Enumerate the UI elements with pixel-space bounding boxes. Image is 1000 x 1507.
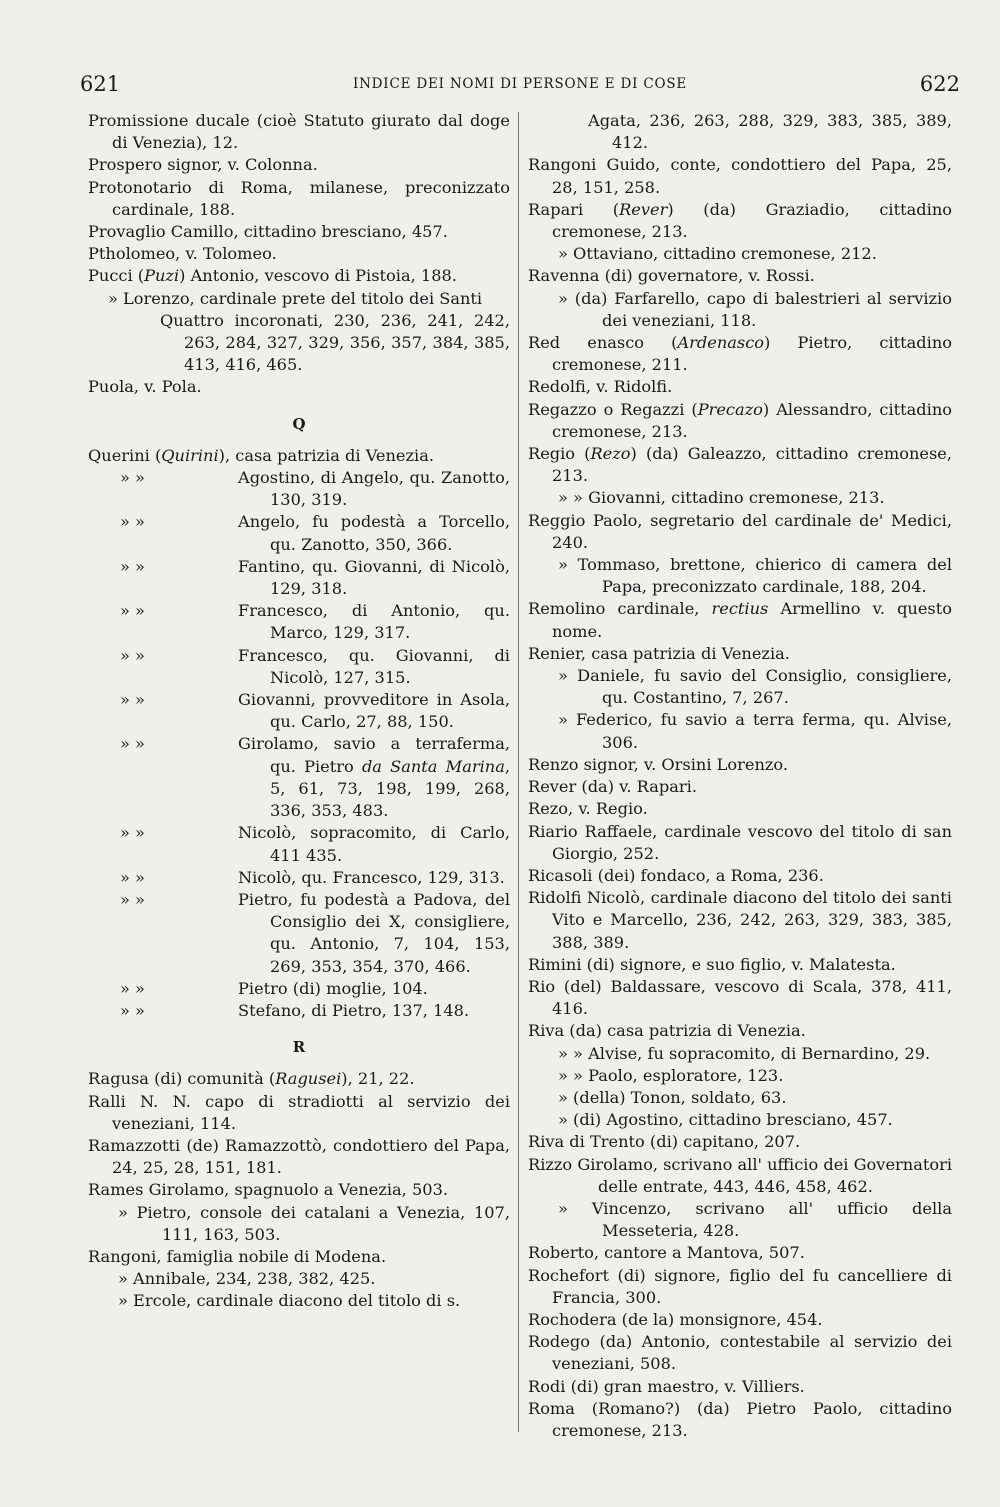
index-subentry: » » Nicolò, qu. Francesco, 129, 313. [120, 867, 505, 887]
index-entry: Ridolfi Nicolò, cardinale diacono del titolo dei santi Vito e Marcello, 236, 242, 263, 329, 383, 385, 388, 389. [528, 888, 952, 952]
left-column [88, 110, 510, 1313]
index-subentry: » Ercole, cardinale diacono del titolo di s. [118, 1291, 461, 1311]
index-entry: Rangoni, famiglia nobile di Modena. [88, 1246, 387, 1266]
index-entry: Puola, v. Pola. [88, 377, 202, 397]
index-subentry: » Ottaviano, cittadino cremonese, 212. [558, 244, 877, 264]
index-entry: Rochefort (di) signore, figlio del fu cancelliere di Francia, 300. [528, 1265, 952, 1307]
index-entry: Roberto, cantore a Mantova, 507. [528, 1243, 805, 1263]
index-entry: Rezo, v. Regio. [528, 799, 648, 819]
page-number-right: 622 [919, 72, 960, 96]
index-entry: Ravenna (di) governatore, v. Rossi. [528, 266, 815, 286]
index-entry: Rames Girolamo, spagnuolo a Venezia, 503. [88, 1180, 449, 1200]
index-subentry: » » Pietro (di) moglie, 104. [120, 978, 428, 998]
index-subentry: » » Fantino, qu. Giovanni, di Nicolò, 129, 318. [120, 556, 510, 599]
index-entry: Rangoni Guido, conte, condottiero del Papa, 25, 28, 151, 258. [528, 155, 952, 197]
index-subentry: » Federico, fu savio a terra ferma, qu. Alvise, 306. [558, 710, 952, 752]
index-entry: Riva di Trento (di) capitano, 207. [528, 1132, 801, 1152]
page-number-left: 621 [80, 72, 121, 96]
index-entry: Remolino cardinale, rectius Armellino v. questo nome. [528, 599, 952, 641]
index-subentry: » Daniele, fu savio del Consiglio, consigliere, qu. Costantino, 7, 267. [558, 666, 952, 708]
index-entry: Rapari (Rever) (da) Graziadio, cittadino cremonese, 213. [528, 199, 952, 242]
index-subentry: » Tommaso, brettone, chierico di camera del Papa, preconizzato cardinale, 188, 204. [558, 555, 952, 597]
index-subentry: » Pietro, console dei catalani a Venezia, 107, 111, 163, 503. [118, 1202, 510, 1244]
index-subentry: » (della) Tonon, soldato, 63. [558, 1087, 787, 1107]
index-subentry: » Annibale, 234, 238, 382, 425. [118, 1269, 376, 1289]
page-header [80, 72, 960, 98]
index-subentry: » » Giovanni, provveditore in Asola, qu. Carlo, 27, 88, 150. [120, 690, 510, 732]
index-entry: Pucci (Puzi) Antonio, vescovo di Pistoia, 188. [88, 266, 457, 286]
index-continuation: delle entrate, 443, 446, 458, 462. [598, 1176, 873, 1196]
index-entry: Promissione ducale (cioè Statuto giurato dal doge di Venezia), 12. [88, 111, 510, 153]
index-subentry: » » Alvise, fu sopracomito, di Bernardino, 29. [558, 1043, 931, 1063]
column-divider [518, 112, 519, 1432]
index-entry: Rochodera (de la) monsignore, 454. [528, 1309, 823, 1329]
index-entry: Roma (Romano?) (da) Pietro Paolo, cittadino cremonese, 213. [528, 1398, 952, 1440]
index-entry: Provaglio Camillo, cittadino bresciano, 457. [88, 222, 448, 242]
section-letter-r: R [292, 1038, 306, 1057]
index-subentry: » » Angelo, fu podestà a Torcello, qu. Zanotto, 350, 366. [120, 512, 510, 554]
index-continuation: Agata, 236, 263, 288, 329, 383, 385, 389, 412. [588, 111, 952, 153]
index-entry: Rizzo Girolamo, scrivano all' ufficio dei Governatori [528, 1154, 953, 1174]
index-entry: Riva (da) casa patrizia di Venezia. [528, 1021, 806, 1041]
index-entry: Regazzo o Regazzi (Precazo) Alessandro, cittadino cremonese, 213. [528, 399, 952, 441]
index-entry: Reggio Paolo, segretario del cardinale de' Medici, 240. [528, 510, 952, 552]
index-subentry: » Vincenzo, scrivano all' ufficio della Messeteria, 428. [558, 1198, 952, 1241]
index-entry: Rever (da) v. Rapari. [528, 777, 697, 797]
index-subentry: » » Nicolò, sopracomito, di Carlo, 411 435. [120, 823, 510, 865]
index-subentry: » » Francesco, qu. Giovanni, di Nicolò, 127, 315. [120, 645, 510, 687]
index-entry: Prospero signor, v. Colonna. [88, 155, 318, 175]
index-entry: Ramazzotti (de) Ramazzottò, condottiero del Papa, 24, 25, 28, 151, 181. [88, 1135, 510, 1178]
index-entry: Redolfi, v. Ridolfi. [528, 377, 673, 397]
index-entry: Rimini (di) signore, e suo figlio, v. Malatesta. [528, 954, 896, 974]
index-entry: Ricasoli (dei) fondaco, a Roma, 236. [528, 865, 824, 885]
index-subentry: » (da) Farfarello, capo di balestrieri al servizio dei veneziani, 118. [558, 288, 952, 330]
index-subentry: » (di) Agostino, cittadino bresciano, 457. [558, 1110, 893, 1130]
index-entry: Rio (del) Baldassare, vescovo di Scala, 378, 411, 416. [528, 976, 952, 1019]
index-entry: Protonotario di Roma, milanese, preconizzato cardinale, 188. [88, 177, 510, 219]
index-subentry: » » Agostino, di Angelo, qu. Zanotto, 130, 319. [120, 468, 510, 510]
index-continuation: Quattro incoronati, 230, 236, 241, 242, 263, 284, 327, 329, 356, 357, 384, 385, 413, 416, 465. [160, 310, 510, 375]
index-subentry: » » Giovanni, cittadino cremonese, 213. [558, 488, 885, 508]
running-title: INDICE DEI NOMI DI PERSONE E DI COSE [352, 76, 688, 92]
index-subentry: » » Paolo, esploratore, 123. [558, 1065, 784, 1085]
index-entry: Renier, casa patrizia di Venezia. [528, 643, 790, 663]
index-entry: Ptholomeo, v. Tolomeo. [88, 244, 277, 264]
index-entry: Riario Raffaele, cardinale vescovo del titolo di san Giorgio, 252. [528, 821, 952, 863]
index-entry: Ralli N. N. capo di stradiotti al servizio dei veneziani, 114. [88, 1091, 510, 1133]
index-entry: Renzo signor, v. Orsini Lorenzo. [528, 754, 789, 774]
index-entry: Regio (Rezo) (da) Galeazzo, cittadino cremonese, 213. [528, 444, 952, 486]
index-subentry: » » Stefano, di Pietro, 137, 148. [120, 1000, 470, 1020]
index-subentry: » Lorenzo, cardinale prete del titolo dei Santi [108, 288, 483, 308]
index-entry: Rodego (da) Antonio, contestabile al servizio dei veneziani, 508. [528, 1332, 952, 1374]
section-letter-q: Q [292, 414, 306, 433]
index-entry: Ragusa (di) comunità (Ragusei), 21, 22. [88, 1069, 415, 1089]
right-column [528, 110, 952, 1442]
index-subentry: » » Francesco, di Antonio, qu. Marco, 129, 317. [120, 601, 510, 643]
index-subentry: » » Girolamo, savio a terraferma, qu. Pietro da Santa Marina, 5, 61, 73, 198, 199, 268, 336, 353, 483. [120, 734, 510, 821]
index-entry: Red enasco (Ardenasco) Pietro, cittadino cremonese, 211. [528, 333, 952, 375]
index-subentry: » » Pietro, fu podestà a Padova, del Consiglio dei X, consigliere, qu. Antonio, 7, 104, 153, 269, 353, 354, 370, 466. [120, 889, 510, 976]
index-entry: Querini (Quirini), casa patrizia di Venezia. [88, 445, 435, 465]
index-entry: Rodi (di) gran maestro, v. Villiers. [528, 1376, 805, 1396]
